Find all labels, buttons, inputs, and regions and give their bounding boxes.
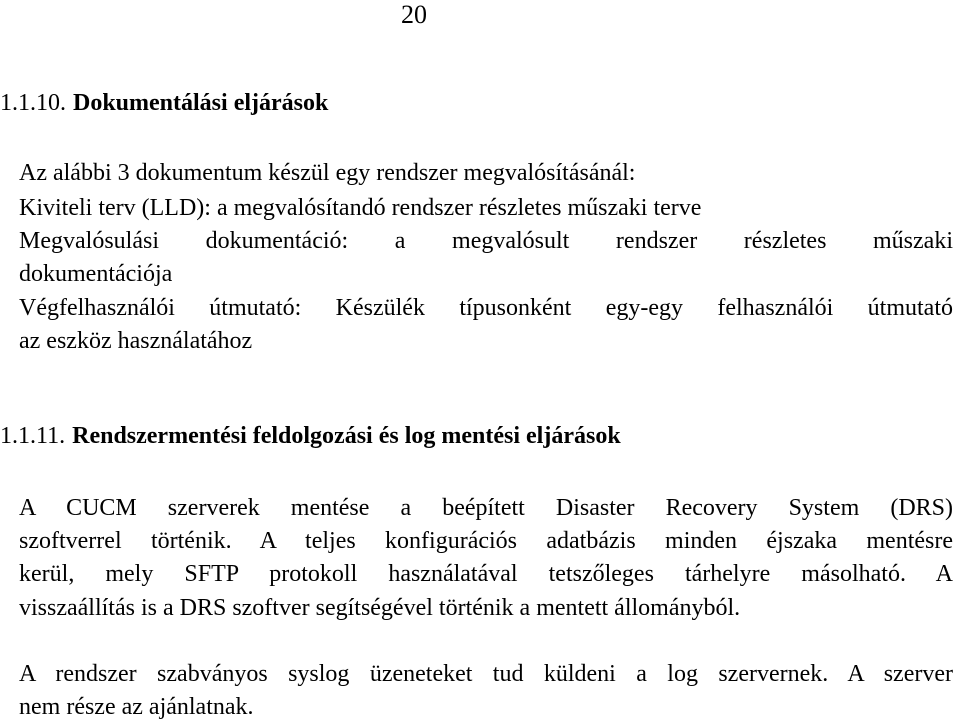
section-heading-documentation	[0, 88, 328, 118]
paragraph-line: szoftverrel történik. A teljes konfigurációs adatbázis minden éjszaka mentésre	[19, 528, 953, 554]
paragraph-line: A rendszer szabványos syslog üzeneteket tud küldeni a log szervernek. A szerver	[19, 661, 953, 687]
section-title: Rendszermentési feldolgozási és log mentési eljárások	[72, 423, 621, 449]
paragraph-line: A CUCM szerverek mentése a beépített Disaster Recovery System (DRS)	[19, 495, 953, 521]
text-line: Kiviteli terv (LLD): a megvalósítandó rendszer részletes műszaki terve	[19, 195, 702, 221]
text-line: Az alábbi 3 dokumentum készül egy rendszer megvalósításánál:	[19, 160, 636, 186]
text-line: az eszköz használatához	[19, 328, 253, 354]
section-number: 1.1.10.	[0, 90, 66, 116]
paragraph-line: visszaállítás is a DRS szoftver segítségével történik a mentett állományból.	[19, 595, 741, 621]
text-line: Végfelhasználói útmutató: Készülék típusonként egy-egy felhasználói útmutató	[19, 295, 953, 321]
paragraph-line: nem része az ajánlatnak.	[19, 694, 254, 720]
section-title: Dokumentálási eljárások	[73, 90, 329, 116]
page-number: 20	[401, 0, 427, 29]
text-line: Megvalósulási dokumentáció: a megvalósult rendszer részletes műszaki	[19, 228, 953, 254]
section-heading-backup	[0, 421, 621, 451]
paragraph-line: kerül, mely SFTP protokoll használatával tetszőleges tárhelyre másolható. A	[19, 561, 953, 587]
section-number: 1.1.11.	[0, 423, 66, 449]
text-line: dokumentációja	[19, 261, 173, 287]
